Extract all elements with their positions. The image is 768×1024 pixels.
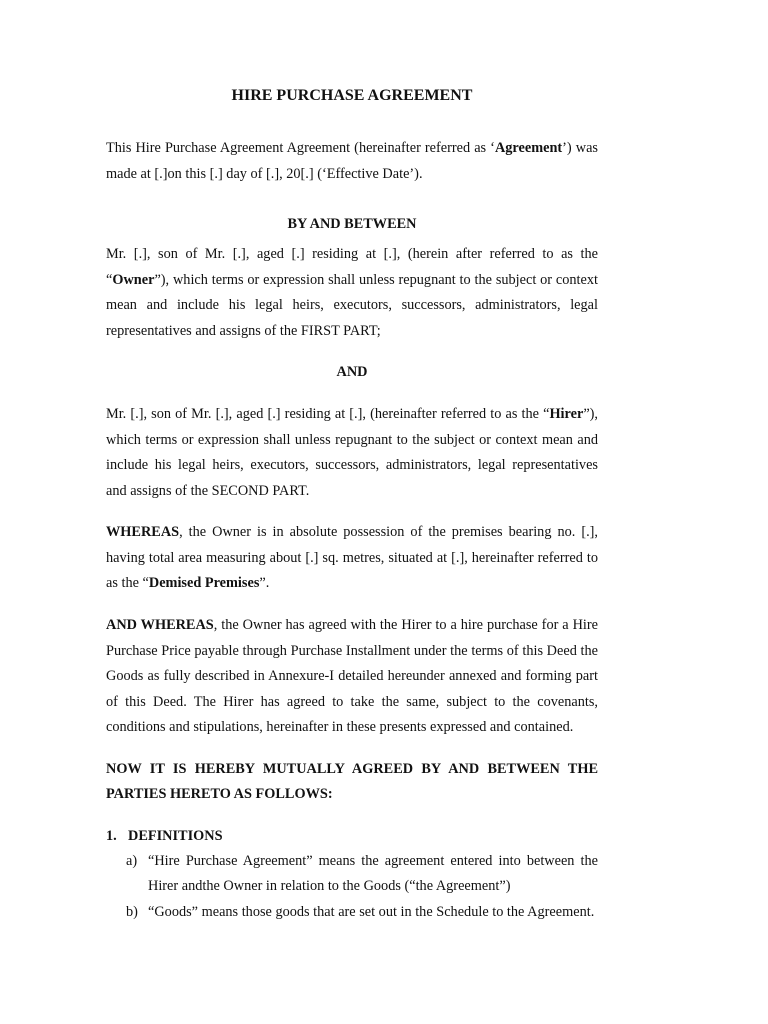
agreed-line: PARTIES HERETO AS FOLLOWS:: [106, 786, 333, 802]
agreement-term: Agreement: [494, 140, 563, 156]
whereas-text: as the “: [106, 575, 149, 591]
owner-line: mean and include his legal heirs, executors, successors, administrators, legal: [106, 297, 598, 313]
hirer-term: Hirer: [549, 406, 584, 422]
and-whereas-line: conditions and stipulations, hereinafter in these presents expressed and contained.: [106, 719, 574, 735]
whereas-text: , the Owner is in absolute possession of the premises bearing no. [.],: [179, 524, 598, 540]
owner-paragraph: [106, 242, 598, 344]
intro-line: made at [.]on this [.] day of [.], 20[.] (‘Effective Date’).: [106, 165, 423, 182]
whereas-keyword: WHEREAS: [106, 524, 180, 540]
whereas-line: [106, 520, 598, 546]
demised-premises-term: Demised Premises: [148, 575, 260, 591]
whereas-text: ”.: [259, 575, 270, 591]
owner-line: [106, 268, 598, 294]
definition-text: [148, 900, 598, 925]
document-title: HIRE PURCHASE AGREEMENT: [231, 87, 473, 104]
owner-term: Owner: [112, 271, 155, 288]
definition-item: [126, 849, 598, 899]
definitions-heading: [106, 826, 223, 846]
owner-line: representatives and assigns of the FIRST PART;: [106, 322, 381, 339]
and-whereas-keyword: AND WHEREAS: [106, 617, 214, 633]
hirer-text: ”),: [583, 406, 598, 422]
and-whereas-line: Purchase Price payable through Purchase Installment under the terms of this Deed the: [106, 642, 598, 659]
whereas-line: having total area measuring about [.] sq. metres, situated at [.], hereinafter referred to: [106, 549, 598, 566]
definition-line: Hirer andthe Owner in relation to the Goods (“the Agreement”): [148, 878, 511, 894]
definition-line: “Hire Purchase Agreement” means the agreement entered into between the: [148, 853, 598, 869]
definition-text: [148, 849, 598, 899]
and-whereas-line: of this Deed. The Hirer has agreed to take the same, subject to the covenants,: [106, 693, 598, 710]
section-number: 1.: [106, 828, 117, 844]
intro-paragraph: [106, 136, 598, 187]
document-page: [106, 0, 598, 1024]
and-whereas-paragraph: [106, 613, 598, 741]
list-marker: b): [126, 904, 138, 920]
and-heading: AND: [336, 364, 368, 380]
definition-item: [126, 900, 598, 925]
and-whereas-line: [106, 613, 598, 639]
hirer-paragraph: [106, 402, 598, 504]
intro-line: [106, 136, 598, 162]
owner-text: ”), which terms or expression shall unless repugnant to the subject or context: [154, 271, 598, 288]
section-title: DEFINITIONS: [128, 828, 223, 844]
and-whereas-line: Goods as fully described in Annexure-I detailed hereunder annexed and forming part: [106, 668, 598, 684]
hirer-text: Mr. [.], son of Mr. [.], aged [.] residing at [.], (hereinafter referred to as the “: [106, 406, 550, 422]
hirer-line: include his legal heirs, executors, successors, administrators, legal representatives: [106, 457, 598, 473]
hirer-line: and assigns of the SECOND PART.: [106, 482, 310, 499]
owner-text: “: [106, 271, 113, 288]
whereas-line: [106, 571, 598, 597]
intro-text: ’) was: [562, 140, 598, 156]
owner-line: Mr. [.], son of Mr. [.], aged [.] residing at [.], (herein after referred to as the: [106, 246, 598, 262]
hirer-line: which terms or expression shall unless repugnant to the subject or context mean and: [106, 431, 598, 448]
agreed-paragraph: [106, 757, 598, 807]
agreed-line: NOW IT IS HEREBY MUTUALLY AGREED BY AND BETWEEN THE: [106, 761, 598, 777]
and-whereas-text: , the Owner has agreed with the Hirer to a hire purchase for a Hire: [213, 617, 598, 633]
hirer-line: [106, 402, 598, 428]
intro-text: This Hire Purchase Agreement Agreement (hereinafter referred as ‘: [106, 140, 495, 156]
list-marker: a): [126, 853, 138, 869]
whereas-paragraph: [106, 520, 598, 597]
between-heading: BY AND BETWEEN: [287, 216, 417, 232]
definition-line: “Goods” means those goods that are set out in the Schedule to the Agreement.: [148, 904, 595, 920]
